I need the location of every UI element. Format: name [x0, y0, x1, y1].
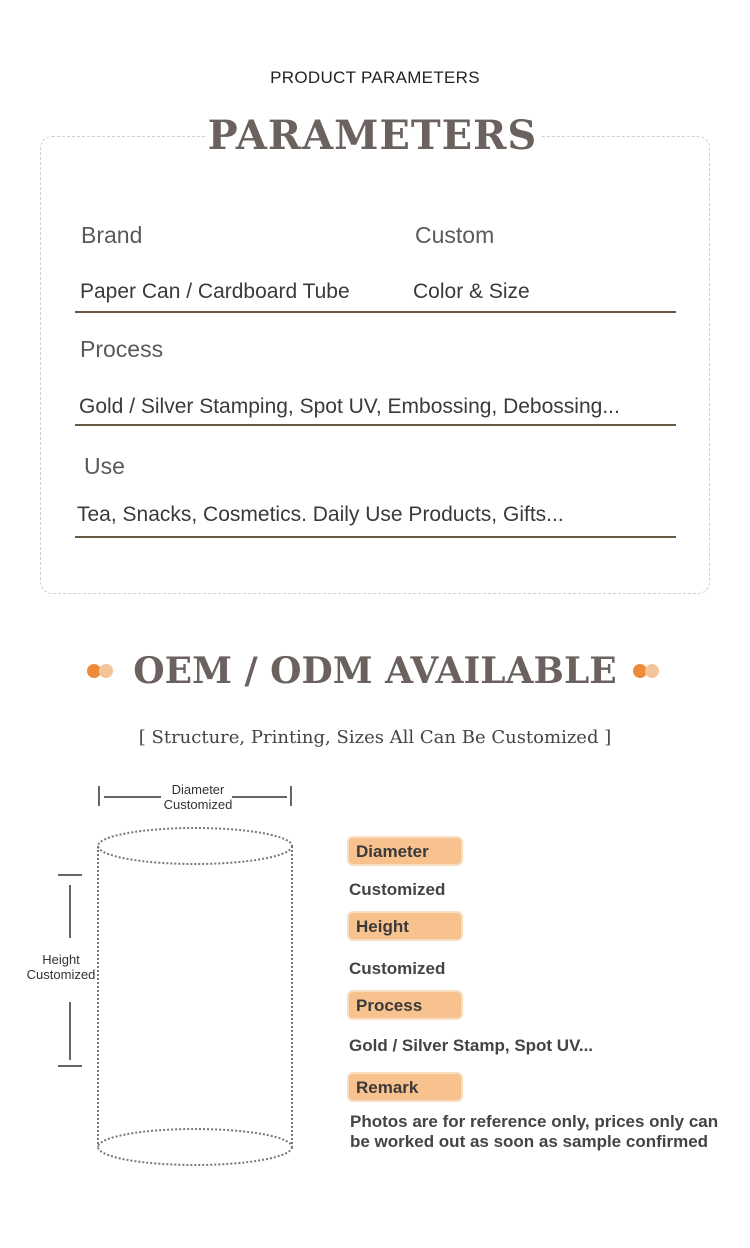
divider	[75, 424, 676, 426]
remark-value: Photos are for reference only, prices only can be worked out as soon as sample confirmed	[350, 1112, 719, 1151]
height-tag: Height	[347, 911, 463, 941]
diameter-dim-title: Diameter	[171, 782, 225, 797]
oem-heading: OEM / ODM AVAILABLE	[133, 650, 617, 692]
custom-value: Color & Size	[413, 280, 530, 303]
page-title: PRODUCT PARAMETERS	[270, 68, 480, 87]
process-spec-value: Gold / Silver Stamp, Spot UV...	[349, 1036, 594, 1055]
height-dim-label	[14, 952, 108, 982]
dots-left-icon	[87, 664, 117, 678]
remark-tag: Remark	[347, 1072, 463, 1102]
process-tag: Process	[347, 990, 463, 1020]
diameter-dim-label	[150, 782, 246, 812]
process-label: Process	[80, 336, 164, 362]
oem-heading-row	[0, 650, 750, 692]
oem-subtitle: [ Structure, Printing, Sizes All Can Be Customized ]	[138, 727, 612, 748]
height-dim-title: Height	[42, 952, 80, 967]
height-value: Customized	[349, 959, 446, 978]
process-value: Gold / Silver Stamping, Spot UV, Embossing, Debossing...	[79, 395, 620, 418]
parameters-heading: PARAMETERS	[205, 110, 540, 162]
height-dim-sub: Customized	[26, 967, 96, 982]
brand-value: Paper Can / Cardboard Tube	[80, 280, 350, 303]
cylinder-top	[98, 828, 292, 864]
divider	[75, 536, 676, 538]
brand-label: Brand	[81, 222, 143, 248]
use-label: Use	[84, 453, 125, 479]
divider	[75, 311, 676, 313]
dots-right-icon	[633, 664, 663, 678]
custom-label: Custom	[415, 222, 495, 248]
diameter-tag: Diameter	[347, 836, 463, 866]
diameter-dim-sub: Customized	[163, 797, 233, 812]
diameter-value: Customized	[349, 880, 446, 899]
use-value: Tea, Snacks, Cosmetics. Daily Use Products, Gifts...	[77, 503, 564, 526]
cylinder-bottom	[98, 1129, 292, 1165]
